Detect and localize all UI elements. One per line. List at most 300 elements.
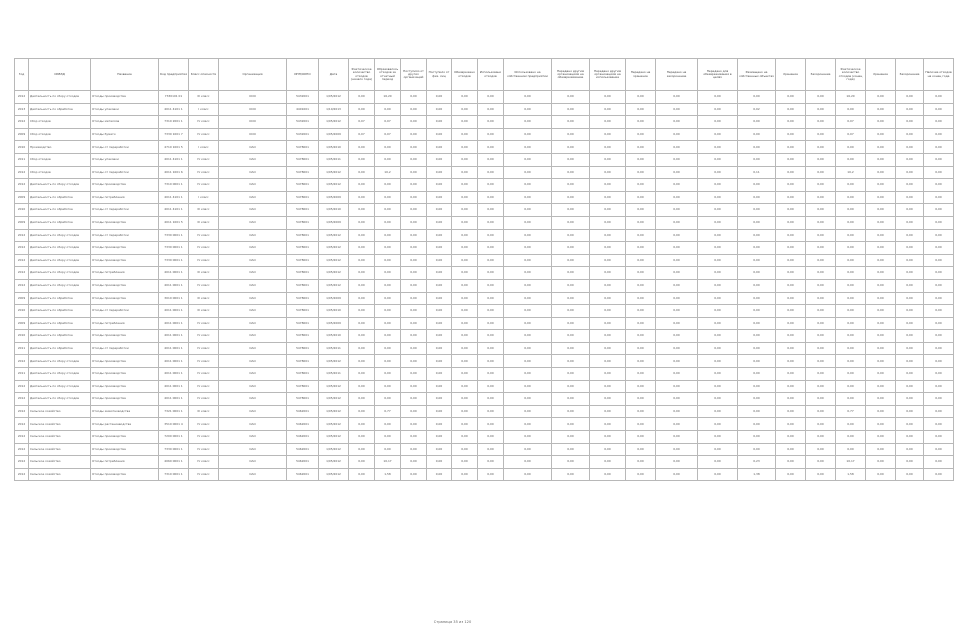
column-header: Передано на хранение (626, 59, 656, 91)
table-cell: 2010 (15, 204, 29, 217)
table-cell: 0,00 (452, 355, 478, 368)
header-row (15, 59, 954, 91)
table-cell: 0,00 (452, 468, 478, 481)
table-cell: 0,00 (478, 279, 504, 292)
table-cell: 0,00 (504, 103, 552, 116)
table-cell: 4011 4101 1 (159, 153, 189, 166)
table-cell: 0,00 (738, 267, 776, 280)
table-row (15, 267, 954, 280)
table-cell: 0,00 (349, 305, 375, 318)
table-cell: 0,00 (504, 254, 552, 267)
table-cell: 1/05/2011 (319, 153, 349, 166)
table-cell: 0,00 (349, 393, 375, 406)
table-cell: 0,00 (590, 216, 626, 229)
table-cell: 0,00 (896, 342, 924, 355)
table-cell: 0,00 (776, 91, 806, 104)
table-cell: 0,00 (552, 443, 590, 456)
table-cell: Отходы потребления (91, 191, 159, 204)
table-cell: 0,00 (349, 91, 375, 104)
table-cell: 0,00 (738, 191, 776, 204)
table-cell: 0,00 (806, 317, 836, 330)
column-header: Образовалось отходов за отчетный период (375, 59, 401, 91)
table-cell: 2011 (15, 153, 29, 166)
table-cell: 5478001 (287, 380, 319, 393)
table-cell: 0,00 (590, 242, 626, 255)
table-cell: 0,00 (590, 468, 626, 481)
table-cell: 0,00 (806, 305, 836, 318)
table-cell: 0,00 (924, 405, 954, 418)
table-cell: 5478001 (287, 191, 319, 204)
table-cell: 0,00 (504, 292, 552, 305)
table-cell: 0,00 (401, 418, 427, 431)
table-cell: Деятельность по сбору отходов (29, 267, 91, 280)
table-cell: 0,00 (866, 166, 896, 179)
table-cell: Деятельность по обработке (29, 103, 91, 116)
table-cell: 5478001 (287, 179, 319, 192)
table-cell: 0,00 (504, 242, 552, 255)
column-header: Использовано отходов (478, 59, 504, 91)
table-cell: 0,00 (427, 443, 452, 456)
table-cell: 0,00 (698, 418, 738, 431)
table-cell: 0,00 (836, 431, 866, 444)
table-cell: 0,00 (836, 229, 866, 242)
table-cell: 0,00 (738, 342, 776, 355)
table-cell: 2009 (15, 292, 29, 305)
table-cell: 1/05/2012 (319, 229, 349, 242)
table-cell: 0,00 (924, 216, 954, 229)
table-cell: 0,00 (590, 305, 626, 318)
table-cell: 0,00 (504, 191, 552, 204)
table-cell: 1/05/2012 (319, 166, 349, 179)
table-cell: 0,00 (452, 279, 478, 292)
table-row (15, 393, 954, 406)
table-cell: 0,00 (401, 355, 427, 368)
table-cell: 0,00 (375, 380, 401, 393)
table-row (15, 116, 954, 129)
table-cell: 0,00 (836, 103, 866, 116)
table-cell: 0,00 (698, 153, 738, 166)
table-cell: 0,00 (552, 116, 590, 129)
table-cell: 0,00 (478, 431, 504, 444)
table-cell: 0,00 (626, 355, 656, 368)
table-cell: 0,00 (504, 166, 552, 179)
table-cell: 0,00 (375, 279, 401, 292)
table-cell: Производство (29, 141, 91, 154)
table-cell: 2011 (15, 342, 29, 355)
table-cell: Отходы производства (91, 279, 159, 292)
table-cell: Сбор отходов (29, 128, 91, 141)
table-cell: 0,00 (401, 128, 427, 141)
table-cell: 0,00 (401, 153, 427, 166)
table-cell: 2010 (15, 141, 29, 154)
table-cell: 0,00 (349, 141, 375, 154)
table-cell: IV класс (189, 468, 219, 481)
table-cell: 0,00 (896, 267, 924, 280)
table-cell: 1/05/2009 (319, 317, 349, 330)
table-cell: 0,00 (427, 128, 452, 141)
table-cell: 0,00 (552, 418, 590, 431)
table-cell: 0,00 (552, 342, 590, 355)
table-cell: 0,00 (401, 443, 427, 456)
table-cell: 0,00 (478, 153, 504, 166)
table-cell: 0,00 (866, 141, 896, 154)
table-cell: 0,00 (924, 418, 954, 431)
table-cell: 0,00 (349, 292, 375, 305)
table-cell: ОАО (219, 166, 287, 179)
table-cell: 0,00 (866, 267, 896, 280)
table-cell: 0,00 (738, 153, 776, 166)
table-cell: 0,00 (375, 330, 401, 343)
table-cell: 4011 4101 1 (159, 204, 189, 217)
table-cell: ОАО (219, 204, 287, 217)
column-header: Передано на захоронение (656, 59, 698, 91)
table-cell: 0,00 (738, 317, 776, 330)
table-cell: III класс (189, 292, 219, 305)
table-cell: 1,58 (836, 468, 866, 481)
table-cell: 1/05/2012 (319, 431, 349, 444)
table-cell: 2012 (15, 456, 29, 469)
table-cell: 0,00 (866, 380, 896, 393)
table-cell: 0,00 (836, 355, 866, 368)
table-cell: Отходы производства (91, 91, 159, 104)
table-cell: 7330 0001 1 (159, 229, 189, 242)
table-cell: 5462001 (287, 443, 319, 456)
table-cell: 0,00 (452, 166, 478, 179)
table-cell: 0,00 (427, 229, 452, 242)
table-cell: 0,00 (349, 468, 375, 481)
table-cell: 0,00 (427, 355, 452, 368)
table-cell: 0,00 (656, 216, 698, 229)
table-cell: IV класс (189, 166, 219, 179)
table-cell: 0,00 (401, 368, 427, 381)
column-header: Передано другим организациям на обезвреживание (552, 59, 590, 91)
table-cell: 0,00 (806, 380, 836, 393)
table-cell: 0,00 (504, 393, 552, 406)
table-cell: 0,00 (866, 179, 896, 192)
table-cell: 0,00 (478, 166, 504, 179)
table-cell: 0,00 (738, 204, 776, 217)
table-cell: 0,00 (626, 380, 656, 393)
table-cell: 0,00 (427, 380, 452, 393)
table-cell: 0,00 (626, 254, 656, 267)
table-cell: 0,00 (401, 254, 427, 267)
table-cell: 0,77 (375, 405, 401, 418)
table-cell: 0,00 (349, 279, 375, 292)
table-cell: 0,00 (738, 330, 776, 343)
table-cell: 1/10/2013 (319, 103, 349, 116)
table-cell: 0,00 (656, 305, 698, 318)
column-header: Название (91, 59, 159, 91)
table-cell: 4710 1001 5 (159, 141, 189, 154)
table-cell: 0,00 (427, 141, 452, 154)
table-cell: 0,00 (626, 342, 656, 355)
table-cell: 5478001 (287, 216, 319, 229)
table-cell: 5478001 (287, 166, 319, 179)
table-cell: 7330 0001 1 (159, 254, 189, 267)
table-cell: 0,00 (924, 393, 954, 406)
table-cell: 0,00 (552, 166, 590, 179)
table-cell: 2012 (15, 431, 29, 444)
table-cell: 0,00 (806, 342, 836, 355)
table-cell: 0,00 (478, 380, 504, 393)
table-cell: Сельское хозяйство (29, 431, 91, 444)
table-cell: 0,00 (504, 355, 552, 368)
table-cell: 0,00 (375, 242, 401, 255)
table-cell: 1/05/2012 (319, 418, 349, 431)
table-cell: ООО (219, 91, 287, 104)
table-cell: 0,00 (866, 317, 896, 330)
table-cell: 0,00 (698, 216, 738, 229)
column-header: Наличие отходов на конец года (924, 59, 954, 91)
table-cell: 0,00 (626, 204, 656, 217)
table-cell: 5478001 (287, 330, 319, 343)
table-cell: Отходы от переработки (91, 342, 159, 355)
table-cell: 0,00 (924, 431, 954, 444)
table-cell: 0,00 (866, 153, 896, 166)
table-cell: 0,00 (452, 368, 478, 381)
table-cell: 0,00 (806, 330, 836, 343)
table-cell: 0,00 (552, 153, 590, 166)
table-cell: 0,00 (427, 305, 452, 318)
table-cell: 0,00 (924, 191, 954, 204)
table-cell: 0,00 (626, 116, 656, 129)
table-cell: 0,00 (896, 317, 924, 330)
table-cell: Сбор отходов (29, 153, 91, 166)
table-cell: 0,11 (738, 166, 776, 179)
table-cell: 0,00 (626, 91, 656, 104)
table-cell: 0,00 (401, 279, 427, 292)
table-cell: 4401001 (287, 103, 319, 116)
table-cell: 0,00 (504, 229, 552, 242)
table-cell: 0,00 (776, 216, 806, 229)
table-cell: 0,00 (504, 153, 552, 166)
table-cell: 0,07 (836, 116, 866, 129)
table-cell: 0,00 (626, 405, 656, 418)
table-row (15, 468, 954, 481)
table-cell: 0,00 (836, 254, 866, 267)
table-cell: 0,00 (626, 431, 656, 444)
column-header: Дата (319, 59, 349, 91)
table-cell: 0,00 (590, 317, 626, 330)
table-cell: 0,00 (698, 393, 738, 406)
table-cell: ООО (219, 103, 287, 116)
table-cell: 0,00 (836, 153, 866, 166)
table-cell: 0,00 (375, 153, 401, 166)
table-cell: 0,00 (590, 330, 626, 343)
table-cell: IV класс (189, 229, 219, 242)
table-cell: 0,00 (776, 443, 806, 456)
table-cell: 0,00 (924, 292, 954, 305)
table-row (15, 443, 954, 456)
table-cell: 0,00 (590, 103, 626, 116)
table-cell: 0,00 (836, 380, 866, 393)
table-cell: 0,00 (866, 393, 896, 406)
table-cell: 0,00 (806, 393, 836, 406)
table-cell: 0,00 (427, 431, 452, 444)
table-cell: 0,00 (738, 418, 776, 431)
table-cell: 0,00 (375, 191, 401, 204)
table-cell: 0,00 (349, 267, 375, 280)
table-cell: 0,00 (452, 91, 478, 104)
table-cell: 0,00 (924, 380, 954, 393)
table-cell: IV класс (189, 330, 219, 343)
table-cell: 0,00 (806, 443, 836, 456)
table-cell: 0,00 (924, 456, 954, 469)
table-row (15, 342, 954, 355)
table-cell: 0,00 (776, 292, 806, 305)
table-cell: 0,00 (401, 468, 427, 481)
table-cell: 0,00 (427, 242, 452, 255)
table-cell: 0,00 (866, 330, 896, 343)
column-header: Организация (219, 59, 287, 91)
table-cell: 0,00 (924, 229, 954, 242)
table-cell: 0,00 (452, 292, 478, 305)
table-cell: Деятельность по сбору отходов (29, 355, 91, 368)
table-cell: 0,00 (806, 405, 836, 418)
table-cell: 0,00 (504, 204, 552, 217)
table-cell: 2012 (15, 179, 29, 192)
page-footer: Страница 35 из 120 (433, 620, 472, 624)
table-cell: 0,00 (590, 166, 626, 179)
table-cell: 0,00 (478, 128, 504, 141)
table-cell: 0,00 (626, 166, 656, 179)
table-cell: 0,00 (738, 179, 776, 192)
table-cell: III класс (189, 267, 219, 280)
table-cell: 0,00 (656, 191, 698, 204)
table-cell: 0,00 (806, 179, 836, 192)
table-cell: 0,00 (478, 393, 504, 406)
table-cell: ОАО (219, 342, 287, 355)
table-row (15, 153, 954, 166)
table-cell: 0,00 (896, 330, 924, 343)
table-cell: 0,07 (349, 116, 375, 129)
table-cell: 0,00 (401, 267, 427, 280)
table-cell: 0,00 (698, 305, 738, 318)
table-cell: 0,00 (836, 330, 866, 343)
table-row (15, 91, 954, 104)
table-cell: ОАО (219, 292, 287, 305)
table-cell: IV класс (189, 393, 219, 406)
table-cell: Отходы потребления (91, 317, 159, 330)
table-cell: 0,00 (478, 317, 504, 330)
table-cell: Сельское хозяйство (29, 418, 91, 431)
table-cell: 0,00 (504, 405, 552, 418)
table-cell: Отходы бумаги (91, 128, 159, 141)
table-cell: 0,00 (349, 254, 375, 267)
table-cell: 5478001 (287, 254, 319, 267)
table-cell: 0,00 (626, 317, 656, 330)
table-cell: 0,00 (806, 191, 836, 204)
table-cell: 0,00 (924, 91, 954, 104)
table-cell: Деятельность по сбору отходов (29, 368, 91, 381)
table-cell: 0,00 (452, 128, 478, 141)
table-cell: 0,00 (401, 103, 427, 116)
table-cell: 0,00 (626, 267, 656, 280)
table-cell: 0,00 (626, 216, 656, 229)
table-cell: 0,00 (427, 317, 452, 330)
column-header: Хранение (866, 59, 896, 91)
table-cell: 0,00 (504, 305, 552, 318)
table-cell: 0,00 (698, 179, 738, 192)
table-cell: 0,00 (896, 456, 924, 469)
table-cell: 0,00 (776, 342, 806, 355)
table-cell: 1/05/2012 (319, 242, 349, 255)
table-cell: 0,00 (504, 418, 552, 431)
table-row (15, 317, 954, 330)
table-cell: 0,00 (375, 229, 401, 242)
table-cell: 0,00 (924, 141, 954, 154)
table-cell: Деятельность по обработке (29, 305, 91, 318)
table-cell: 0,00 (349, 179, 375, 192)
table-cell: 0,00 (924, 317, 954, 330)
table-cell: III класс (189, 91, 219, 104)
table-cell: 0,00 (738, 141, 776, 154)
table-cell: 0,00 (896, 141, 924, 154)
table-cell: 1/05/2010 (319, 330, 349, 343)
table-cell: ОАО (219, 418, 287, 431)
table-cell: 2012 (15, 267, 29, 280)
table-row (15, 431, 954, 444)
table-cell: 0,00 (427, 191, 452, 204)
table-cell: 0,00 (656, 103, 698, 116)
table-cell: 1/05/2010 (319, 305, 349, 318)
table-cell: 5462001 (287, 431, 319, 444)
table-cell: 0,00 (866, 279, 896, 292)
table-cell: Отходы производства (91, 216, 159, 229)
table-row (15, 292, 954, 305)
table-cell: 0,00 (626, 305, 656, 318)
table-cell: 0,00 (401, 342, 427, 355)
table-cell: 0,00 (478, 204, 504, 217)
table-cell: 0,00 (866, 456, 896, 469)
table-cell: 0,00 (504, 380, 552, 393)
table-cell: 0,00 (349, 204, 375, 217)
table-cell: 0,00 (656, 128, 698, 141)
table-cell: 0,00 (452, 254, 478, 267)
table-cell: 0,00 (656, 254, 698, 267)
table-cell: 0,00 (452, 141, 478, 154)
table-cell: 0,00 (656, 468, 698, 481)
table-cell: Отходы производства (91, 254, 159, 267)
table-cell: 0,00 (806, 153, 836, 166)
table-cell: 0,00 (866, 116, 896, 129)
table-cell: 0,00 (349, 103, 375, 116)
table-cell: ОАО (219, 141, 287, 154)
table-cell: 0,00 (924, 368, 954, 381)
table-cell: 0,00 (698, 431, 738, 444)
table-cell: 0,00 (896, 229, 924, 242)
table-cell: 0,00 (452, 342, 478, 355)
table-cell: Сельское хозяйство (29, 443, 91, 456)
table-cell: 0,00 (504, 216, 552, 229)
table-cell: 0,00 (427, 254, 452, 267)
table-cell: 0,00 (698, 267, 738, 280)
table-cell: 1/05/2009 (319, 292, 349, 305)
table-cell: 0,00 (698, 116, 738, 129)
table-cell: 0,00 (375, 342, 401, 355)
table-cell: 0,00 (349, 242, 375, 255)
table-cell: 0,00 (776, 317, 806, 330)
table-cell: 0,00 (776, 128, 806, 141)
table-cell: 0,00 (427, 405, 452, 418)
table-cell: Отходы от переработки (91, 141, 159, 154)
table-cell: 0,00 (896, 418, 924, 431)
table-cell: 0,00 (806, 216, 836, 229)
table-cell: 0,00 (552, 216, 590, 229)
table-cell: 0,00 (776, 405, 806, 418)
table-cell: 0,00 (776, 254, 806, 267)
table-cell: 0,00 (698, 279, 738, 292)
